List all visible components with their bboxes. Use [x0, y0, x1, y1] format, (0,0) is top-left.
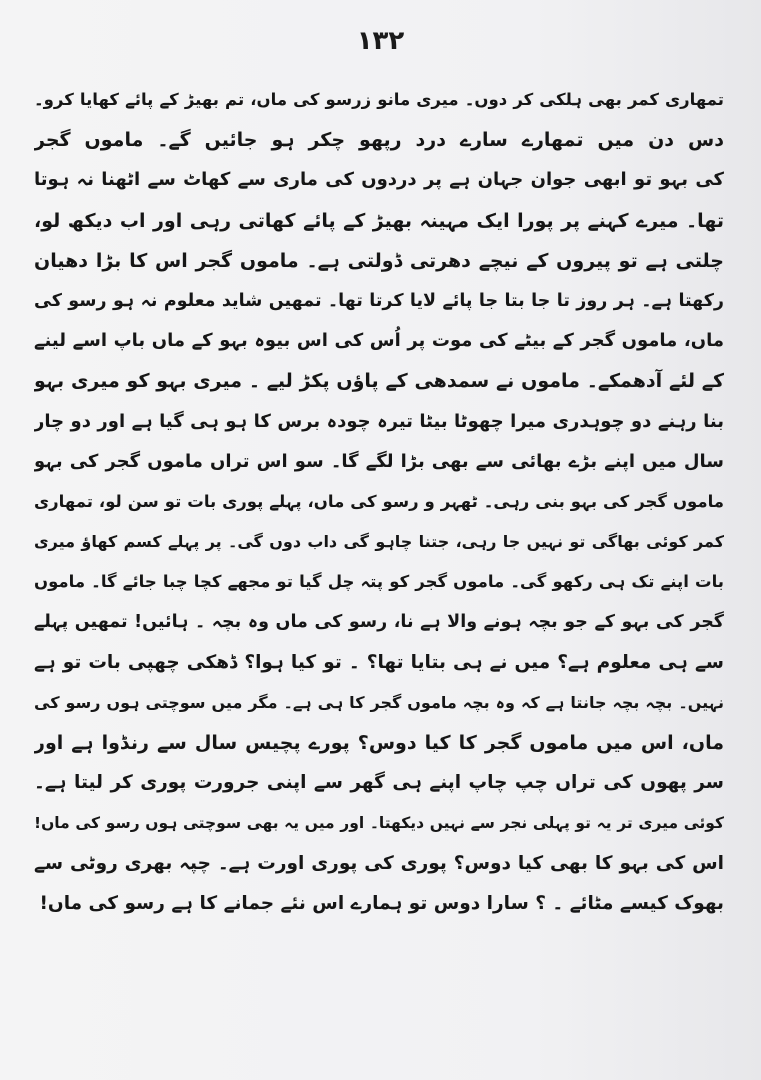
text-line: تمھاری کمر بھی ہلکی کر دوں۔ میری مانو زرسو کی ماں، تم بھیڑ کے پائے کھایا کرو۔ — [34, 90, 724, 109]
text-line: کی بہو تو ابھی جوان جہان ہے پر دردوں کی ماری سے کھاٹ سے اٹھنا نہ ہوتا — [34, 169, 724, 191]
text-line: سر پھوں کی تراں چپ چاپ اپنے ہی گھر سے اپنی جرورت پوری کر لیتا ہے۔ — [34, 772, 724, 794]
text-line: نہیں۔ بچہ بچہ جانتا ہے کہ وہ بچہ ماموں گجر کا ہی ہے۔ مگر میں سوچتی ہوں رسو کی — [34, 692, 724, 712]
text-line: چلتی ہے تو پیروں کے نیچے دھرتی ڈولتی ہے۔ ماموں گجر اس کا بڑا دھیان — [34, 249, 724, 272]
text-line: ماموں گجر کی بہو بنی رہی۔ ٹھہر و رسو کی ماں، پہلے پوری بات تو سن لو، تمھاری — [34, 491, 724, 511]
text-line: سال میں اپنے بڑے بھائی سے بھی بڑا لگے گا۔ سو اس تراں ماموں گجر کی بہو — [34, 450, 724, 472]
text-line: تھا۔ میرے کہنے پر پورا ایک مہینہ بھیڑ کے پائے کھاتی رہی اور اب دیکھ لو، — [34, 209, 724, 232]
text-line: کمر کوئی بھاگی تو نہیں جا رہی، جتنا چاہو گی داب دوں گی۔ پر پہلے کسم کھاؤ میری — [34, 532, 724, 552]
text-line: رکھتا ہے۔ ہر روز تا جا بتا جا پائے لایا کرتا تھا۔ تمھیں شاید معلوم نہ ہو رسو کی — [34, 290, 724, 311]
page-number: ۱۳۲ — [356, 26, 405, 56]
text-line: ماں، اس میں ماموں گجر کا کیا دوس؟ پورے پچیس سال سے رنڈوا ہے اور — [34, 732, 724, 754]
text-line: کے لئے آدھمکے۔ ماموں نے سمدھی کے پاؤں پکڑ لیے ۔ میری بہو کو میری بہو — [34, 370, 724, 393]
text-line: کوئی میری تر یہ تو پہلی نجر سے نہیں دیکھتا۔ اور میں یہ بھی سوچتی ہوں رسو کی ماں! — [34, 814, 724, 833]
text-line: دس دن میں تمھارے سارے درد رپھو چکر ہو جائیں گے۔ ماموں گجر — [34, 129, 724, 152]
text-line: بات اپنے تک ہی رکھو گی۔ ماموں گجر کو پتہ چل گیا تو مجھے کچا چبا جائے گا۔ ماموں — [34, 572, 724, 592]
text-line: بنا رہنے دو چوہدری میرا چھوٹا بیٹا تیرہ چودہ برس کا ہو ہی گیا ہے اور دو چار — [34, 410, 724, 432]
body-text — [34, 80, 724, 924]
text-line: سے ہی معلوم ہے؟ میں نے ہی بتایا تھا؟ ۔ تو کیا ہوا؟ ڈھکی چھپی بات تو ہے — [34, 651, 724, 673]
text-line: ماں، ماموں گجر کے بیٹے کی موت پر اُس کی اس بیوہ بہو کے ماں باپ اسے لینے — [34, 330, 724, 352]
text-line: اس کی بہو کا بھی کیا دوس؟ پوری کی پوری اورت ہے۔ چپہ بھری روٹی سے — [34, 852, 724, 874]
text-line: بھوک کیسے مٹائے ۔ ؟ سارا دوس تو ہمارے اس نئے جمانے کا ہے رسو کی ماں! — [39, 892, 724, 914]
text-line: گجر کی بہو کے جو بچہ ہونے والا ہے نا، رسو کی ماں وہ بچہ ۔ ہائیں! تمھیں پہلے — [34, 612, 724, 633]
